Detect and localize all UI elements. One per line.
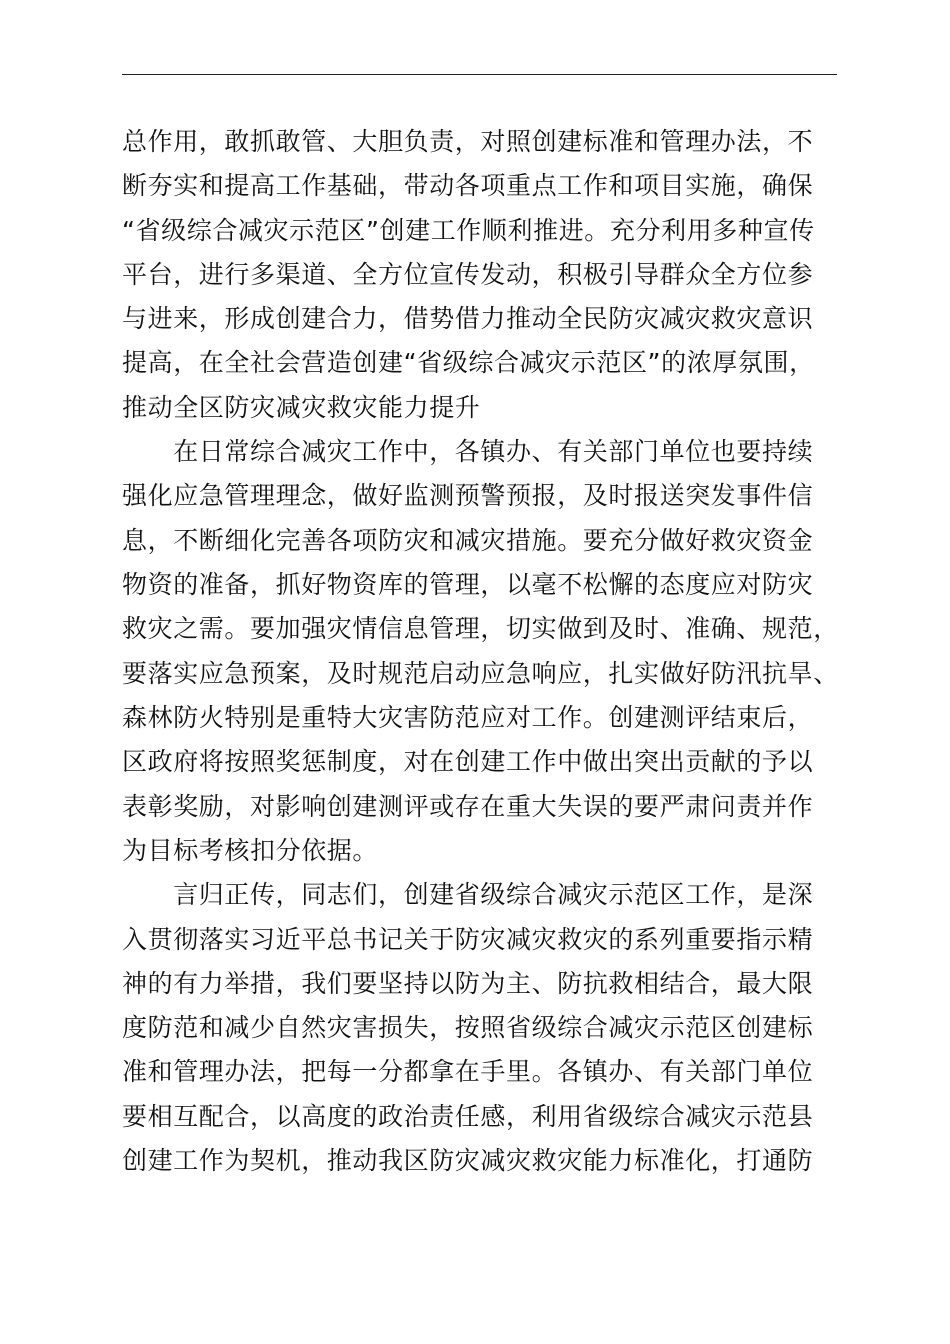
header-rule	[122, 74, 837, 75]
text-line: 区政府将按照奖惩制度，对在创建工作中做出突出贡献的予以	[122, 747, 814, 776]
text-line: 提高，在全社会营造创建“省级综合减灾示范区”的浓厚氛围，	[122, 348, 815, 377]
text-line: 平台，进行多渠道、全方位宣传发动，积极引导群众全方位参	[122, 260, 814, 289]
paragraph-start: 在日常综合减灾工作中，各镇办、有关部门单位也要持续	[122, 437, 814, 466]
text-line: 要落实应急预案，及时规范启动应急响应，扎实做好防汛抗旱、	[122, 659, 839, 688]
paragraph-start: 言归正传，同志们，创建省级综合减灾示范区工作，是深	[122, 880, 814, 909]
text-line: 准和管理办法，把每一分都拿在手里。各镇办、有关部门单位	[122, 1057, 814, 1086]
text-line: 创建工作为契机，推动我区防灾减灾救灾能力标准化，打通防	[122, 1146, 814, 1175]
text-line: 入贯彻落实习近平总书记关于防灾减灾救灾的系列重要指示精	[122, 925, 814, 954]
text-line: 总作用，敢抓敢管、大胆负责，对照创建标准和管理办法，不	[122, 127, 814, 156]
text-line: 森林防火特别是重特大灾害防范应对工作。创建测评结束后，	[122, 703, 814, 732]
text-line: 度防范和减少自然灾害损失，按照省级综合减灾示范区创建标	[122, 1013, 814, 1042]
text-line: 为目标考核扣分依据。	[122, 836, 379, 865]
text-line: 强化应急管理理念，做好监测预警预报，及时报送突发事件信	[122, 481, 814, 510]
text-line: 物资的准备，抓好物资库的管理，以毫不松懈的态度应对防灾	[122, 570, 814, 599]
text-line: 息，不断细化完善各项防灾和减灾措施。要充分做好救灾资金	[122, 526, 814, 555]
text-line: 推动全区防灾减灾救灾能力提升	[122, 393, 481, 422]
text-line: 表彰奖励，对影响创建测评或存在重大失误的要严肃问责并作	[122, 792, 814, 821]
text-line: 神的有力举措，我们要坚持以防为主、防抗救相结合，最大限	[122, 969, 814, 998]
text-line: 救灾之需。要加强灾情信息管理，切实做到及时、准确、规范，	[122, 614, 839, 643]
text-line: 断夯实和提高工作基础，带动各项重点工作和项目实施，确保	[122, 171, 814, 200]
text-line: “省级综合减灾示范区”创建工作顺利推进。充分利用多种宣传	[122, 216, 815, 245]
text-line: 要相互配合，以高度的政治责任感，利用省级综合减灾示范县	[122, 1102, 814, 1131]
text-line: 与进来，形成创建合力，借势借力推动全民防灾减灾救灾意识	[122, 304, 814, 333]
